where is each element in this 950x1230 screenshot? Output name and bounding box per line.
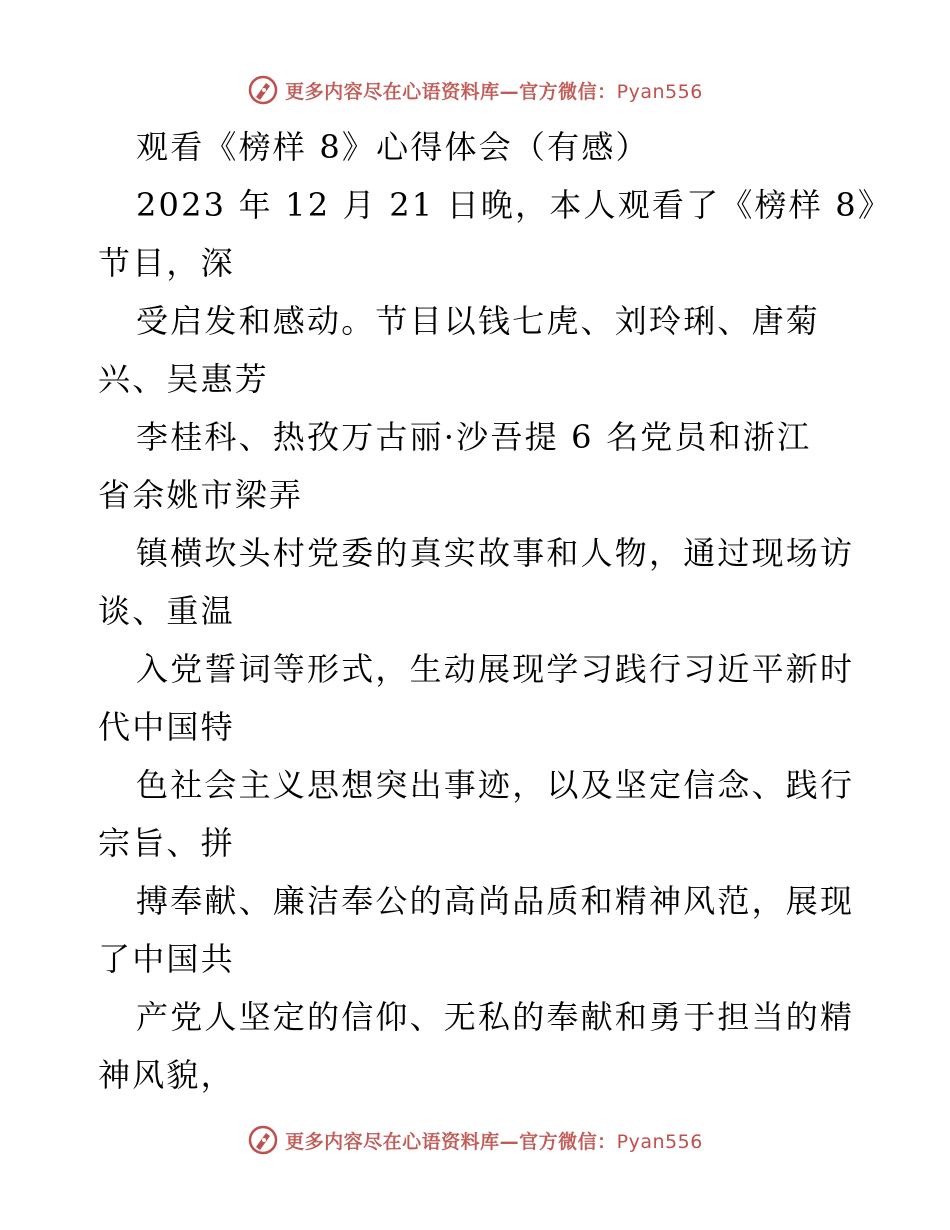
text-line: 色社会主义思想突出事迹，以及坚定信念、践行 <box>136 766 855 804</box>
text-line: 2023 年 12 月 21 日晚，本人观看了《榜样 8》 <box>136 186 893 224</box>
pen-nib-circle-icon <box>247 74 279 106</box>
text-line: 了中国共 <box>98 940 235 978</box>
document-title: 观看《榜样 8》心得体会（有感） <box>136 128 650 166</box>
footer-watermark <box>0 1122 950 1158</box>
watermark-text <box>285 77 703 104</box>
watermark-wechat-id: Pyan556 <box>616 1130 703 1153</box>
text-line: 谈、重温 <box>98 592 235 630</box>
text-line: 入党誓词等形式，生动展现学习践行习近平新时 <box>136 650 855 688</box>
text-line: 神风貌， <box>98 1056 235 1094</box>
text-line: 节目，深 <box>98 244 235 282</box>
watermark-wechat-id: Pyan556 <box>616 80 703 103</box>
text-line: 产党人坚定的信仰、无私的奉献和勇于担当的精 <box>136 998 855 1036</box>
text-line: 李桂科、热孜万古丽·沙吾提 6 名党员和浙江 <box>136 418 812 456</box>
pen-nib-circle-icon <box>247 1124 279 1156</box>
watermark-main-text: 更多内容尽在心语资料库—官方微信： <box>285 80 617 103</box>
text-line: 镇横坎头村党委的真实故事和人物，通过现场访 <box>136 534 855 572</box>
watermark-main-text: 更多内容尽在心语资料库—官方微信： <box>285 1130 617 1153</box>
text-line: 省余姚市梁弄 <box>98 476 304 514</box>
text-line: 受启发和感动。节目以钱七虎、刘玲琍、唐菊 <box>136 302 821 340</box>
text-line: 宗旨、拼 <box>98 824 235 862</box>
text-line: 兴、吴惠芳 <box>98 360 270 398</box>
text-line: 代中国特 <box>98 708 235 746</box>
watermark-text <box>285 1127 703 1154</box>
text-line: 搏奉献、廉洁奉公的高尚品质和精神风范，展现 <box>136 882 855 920</box>
header-watermark <box>0 72 950 108</box>
document-body <box>98 118 893 1104</box>
